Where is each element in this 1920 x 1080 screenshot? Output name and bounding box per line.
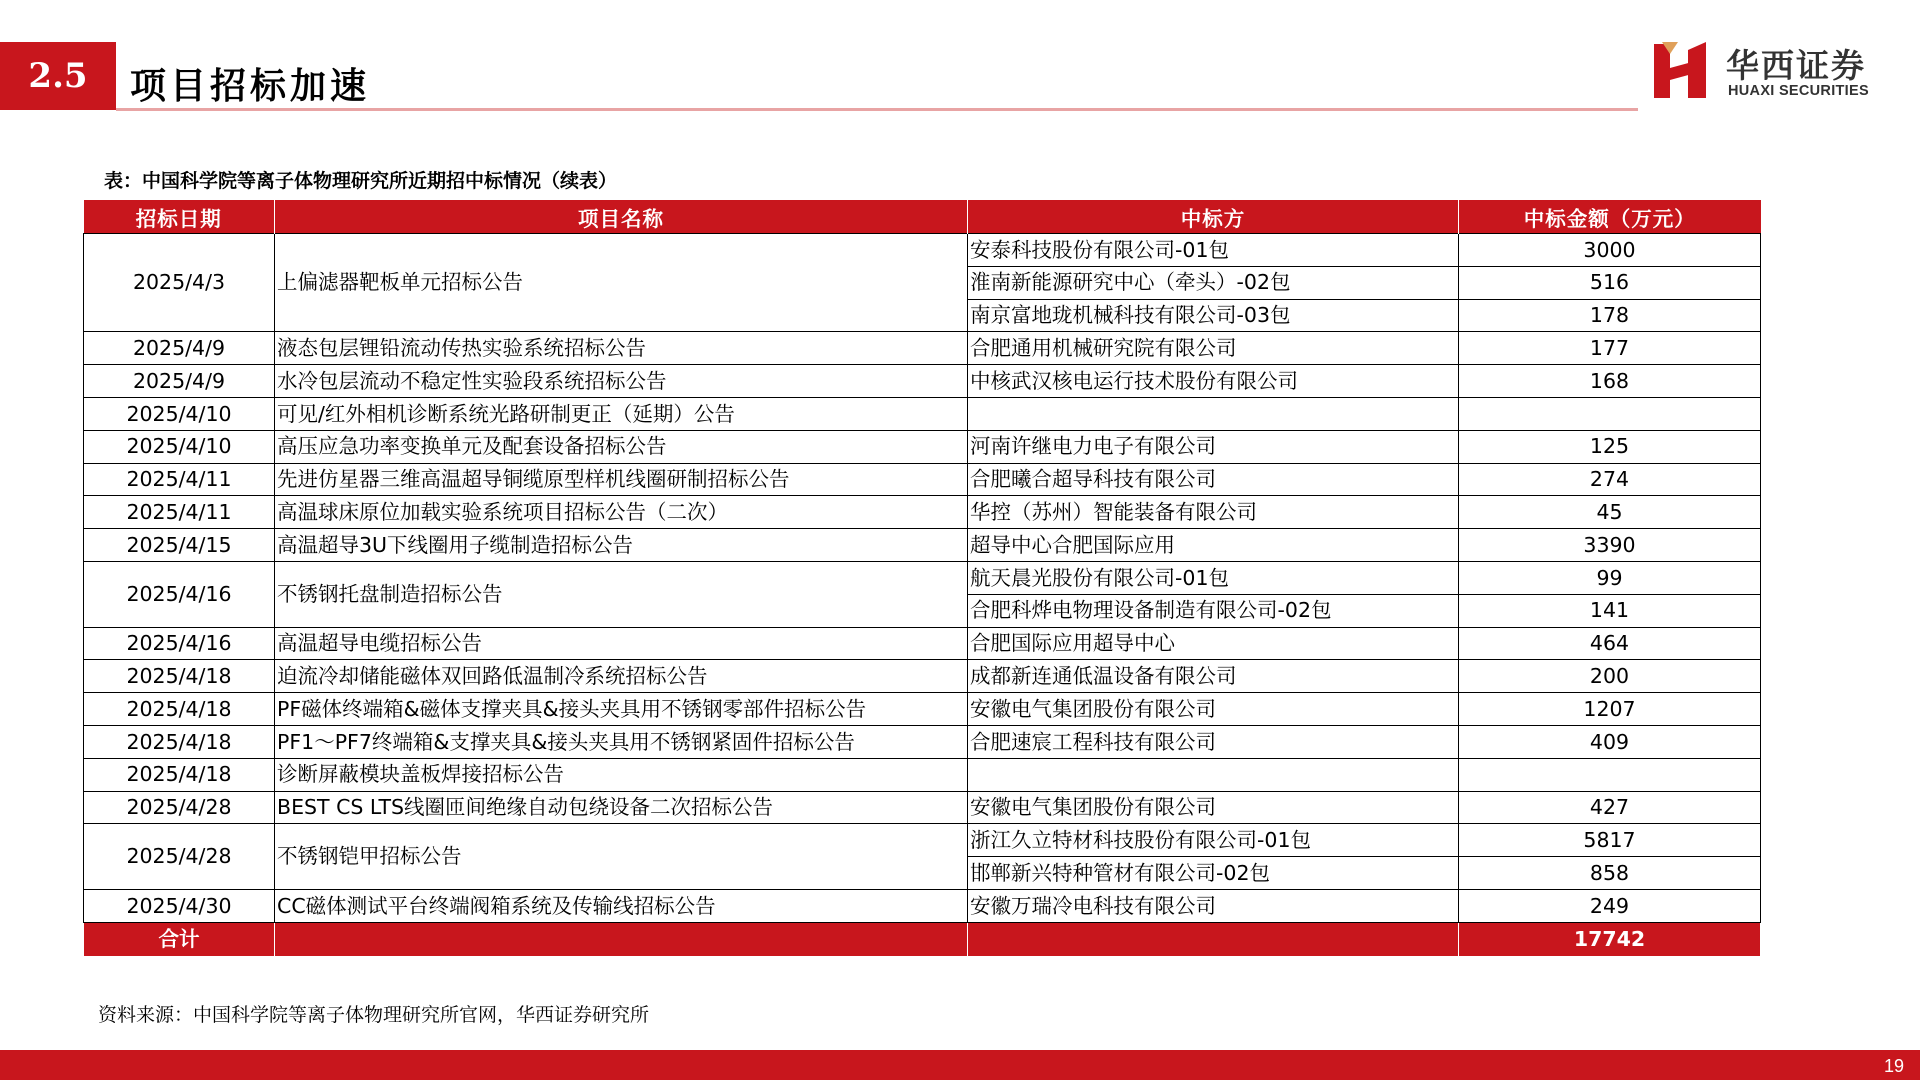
cell-date: 2025/4/16 [84,627,275,660]
cell-winner: 河南许继电力电子有限公司 [968,430,1459,463]
table-row [84,496,1761,529]
table-caption: 表：中国科学院等离子体物理研究所近期招中标情况（续表） [104,170,618,192]
cell-amount [1459,758,1761,791]
cell-date: 2025/4/16 [84,561,275,627]
cell-project: 高压应急功率变换单元及配套设备招标公告 [275,430,968,463]
cell-amount [1459,397,1761,430]
cell-winner: 合肥科烨电物理设备制造有限公司-02包 [968,594,1459,627]
cell-amount: 858 [1459,857,1761,890]
table-row [84,693,1761,726]
cell-date: 2025/4/11 [84,463,275,496]
huaxi-logo-icon [1652,40,1708,100]
table-row [84,529,1761,562]
cell-date: 2025/4/9 [84,332,275,365]
cell-winner: 南京富地珑机械科技有限公司-03包 [968,299,1459,332]
table-row [84,660,1761,693]
cell-winner: 合肥曦合超导科技有限公司 [968,463,1459,496]
cell-amount: 274 [1459,463,1761,496]
cell-winner: 合肥速宸工程科技有限公司 [968,725,1459,758]
header-winner: 中标方 [968,200,1459,234]
logo-name-en: HUAXI SECURITIES [1728,83,1869,99]
cell-project: 高温球床原位加载实验系统项目招标公告（二次） [275,496,968,529]
table-row [84,561,1761,594]
cell-amount: 249 [1459,889,1761,922]
cell-amount: 200 [1459,660,1761,693]
table-row [84,365,1761,398]
company-logo [1652,40,1892,102]
cell-amount: 1207 [1459,693,1761,726]
cell-amount: 99 [1459,561,1761,594]
table-body [84,234,1761,923]
header-date: 招标日期 [84,200,275,234]
table-row [84,463,1761,496]
table-row [84,430,1761,463]
table-row [84,397,1761,430]
cell-project: 高温超导电缆招标公告 [275,627,968,660]
cell-amount: 178 [1459,299,1761,332]
cell-project: 先进仿星器三维高温超导铜缆原型样机线圈研制招标公告 [275,463,968,496]
cell-date: 2025/4/9 [84,365,275,398]
cell-winner [968,397,1459,430]
cell-date: 2025/4/18 [84,660,275,693]
cell-project: 可见/红外相机诊断系统光路研制更正（延期）公告 [275,397,968,430]
cell-winner: 合肥通用机械研究院有限公司 [968,332,1459,365]
table-header-row [84,200,1761,234]
logo-name-cn: 华西证券 [1726,46,1866,85]
cell-winner: 超导中心合肥国际应用 [968,529,1459,562]
table-row [84,824,1761,857]
cell-date: 2025/4/11 [84,496,275,529]
total-amount: 17742 [1459,922,1761,956]
bidding-table [83,200,1761,957]
cell-winner: 华控（苏州）智能装备有限公司 [968,496,1459,529]
cell-amount: 427 [1459,791,1761,824]
cell-date: 2025/4/18 [84,725,275,758]
cell-amount: 177 [1459,332,1761,365]
cell-date: 2025/4/15 [84,529,275,562]
section-number-badge [0,42,116,110]
header-project: 项目名称 [275,200,968,234]
cell-date: 2025/4/10 [84,397,275,430]
total-empty-cell [275,922,968,956]
table-row [84,791,1761,824]
cell-winner: 航天晨光股份有限公司-01包 [968,561,1459,594]
cell-project: 高温超导3U下线圈用子缆制造招标公告 [275,529,968,562]
cell-winner: 成都新连通低温设备有限公司 [968,660,1459,693]
cell-date: 2025/4/10 [84,430,275,463]
cell-date: 2025/4/3 [84,234,275,332]
cell-winner: 安徽电气集团股份有限公司 [968,791,1459,824]
total-row [84,922,1761,956]
footer-bar [0,1050,1920,1080]
cell-amount: 141 [1459,594,1761,627]
cell-amount: 516 [1459,266,1761,299]
cell-amount: 5817 [1459,824,1761,857]
cell-project: 不锈钢铠甲招标公告 [275,824,968,890]
cell-winner: 中核武汉核电运行技术股份有限公司 [968,365,1459,398]
total-label: 合计 [84,922,275,956]
table-row [84,627,1761,660]
cell-winner [968,758,1459,791]
cell-winner: 安徽万瑞冷电科技有限公司 [968,889,1459,922]
cell-amount: 168 [1459,365,1761,398]
cell-date: 2025/4/28 [84,791,275,824]
cell-project: 诊断屏蔽模块盖板焊接招标公告 [275,758,968,791]
cell-project: 不锈钢托盘制造招标公告 [275,561,968,627]
section-number: 2.5 [28,56,88,96]
cell-date: 2025/4/30 [84,889,275,922]
cell-date: 2025/4/18 [84,693,275,726]
cell-winner: 合肥国际应用超导中心 [968,627,1459,660]
cell-project: 水冷包层流动不稳定性实验段系统招标公告 [275,365,968,398]
cell-winner: 浙江久立特材科技股份有限公司-01包 [968,824,1459,857]
cell-date: 2025/4/18 [84,758,275,791]
table-row [84,234,1761,267]
cell-amount: 464 [1459,627,1761,660]
cell-amount: 3390 [1459,529,1761,562]
cell-project: 上偏滤器靶板单元招标公告 [275,234,968,332]
cell-winner: 邯郸新兴特种管材有限公司-02包 [968,857,1459,890]
cell-amount: 45 [1459,496,1761,529]
table-row [84,725,1761,758]
cell-winner: 安泰科技股份有限公司-01包 [968,234,1459,267]
cell-winner: 安徽电气集团股份有限公司 [968,693,1459,726]
header-amount: 中标金额（万元） [1459,200,1761,234]
cell-project: PF1～PF7终端箱&支撑夹具&接头夹具用不锈钢紧固件招标公告 [275,725,968,758]
cell-winner: 淮南新能源研究中心（牵头）-02包 [968,266,1459,299]
cell-project: 液态包层锂铅流动传热实验系统招标公告 [275,332,968,365]
cell-amount: 3000 [1459,234,1761,267]
table-row [84,889,1761,922]
source-note: 资料来源：中国科学院等离子体物理研究所官网，华西证券研究所 [98,1004,650,1026]
table-row [84,332,1761,365]
cell-project: PF磁体终端箱&磁体支撑夹具&接头夹具用不锈钢零部件招标公告 [275,693,968,726]
section-title: 项目招标加速 [130,66,371,107]
cell-project: 迫流冷却储能磁体双回路低温制冷系统招标公告 [275,660,968,693]
page-number: 19 [1883,1056,1904,1076]
cell-date: 2025/4/28 [84,824,275,890]
cell-amount: 125 [1459,430,1761,463]
cell-amount: 409 [1459,725,1761,758]
cell-project: BEST CS LTS线圈匝间绝缘自动包绕设备二次招标公告 [275,791,968,824]
total-empty-cell [968,922,1459,956]
table-row [84,758,1761,791]
header-divider [116,108,1638,111]
cell-project: CC磁体测试平台终端阀箱系统及传输线招标公告 [275,889,968,922]
